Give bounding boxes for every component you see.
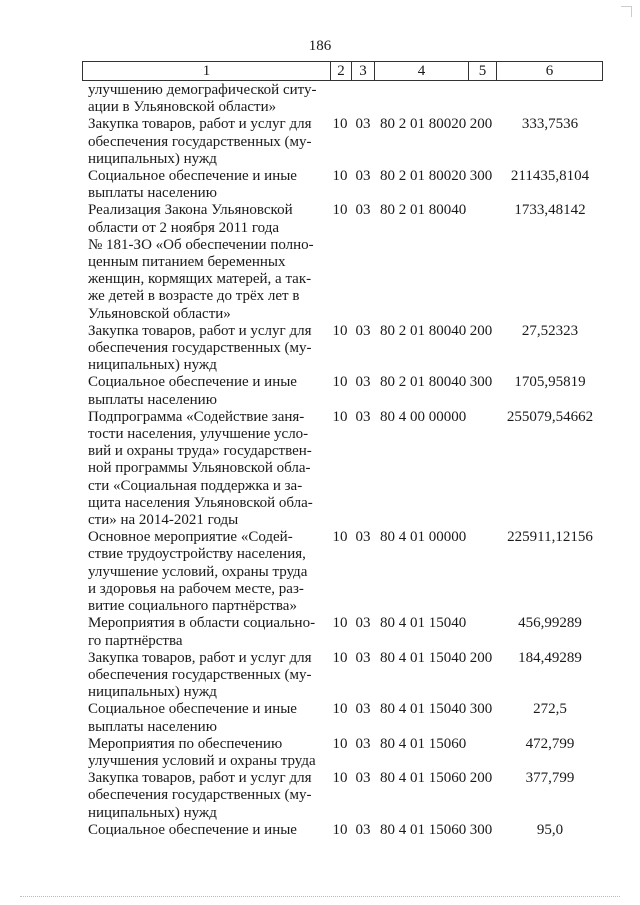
description-line: щита населения Ульяновской обла- [88, 494, 313, 511]
description-line: Социальное обеспечение и иные [88, 374, 297, 391]
amount: 27,52323 [521, 322, 579, 339]
subsection-code: 03 [355, 735, 371, 752]
amount: 456,99289 [518, 615, 582, 632]
expense-type-code: 200 [469, 649, 493, 666]
target-article-code: 80 2 01 80040 [380, 322, 467, 339]
target-article-code: 80 4 00 00000 [380, 408, 467, 425]
amount: 333,7536 [521, 116, 579, 133]
subsection-code: 03 [355, 168, 371, 185]
description-line: ценным питанием беременных [88, 254, 286, 271]
subsection-code: 03 [355, 116, 371, 133]
expense-type-code: 300 [469, 821, 493, 838]
row-description [88, 82, 325, 116]
row-description [88, 202, 325, 322]
target-article-code: 80 2 01 80040 [380, 374, 467, 391]
target-article-code: 80 4 01 15060 [380, 735, 467, 752]
row-description [88, 822, 325, 839]
description-line: выплаты населению [88, 391, 217, 408]
amount: 225911,12156 [507, 529, 593, 546]
subsection-code: 03 [355, 701, 371, 718]
subsection-code: 03 [355, 202, 371, 219]
subsection-code: 03 [355, 649, 371, 666]
table-row [0, 168, 640, 202]
description-line: вий и охраны труда» государствен- [88, 443, 312, 460]
description-line: Социальное обеспечение и иные [88, 701, 297, 718]
description-line: ации в Ульяновской области» [88, 99, 277, 116]
description-line: тости населения, улучшение усло- [88, 426, 309, 443]
description-line: Закупка товаров, работ и услуг для [88, 322, 312, 339]
row-description [88, 770, 325, 822]
subsection-code: 03 [355, 529, 371, 546]
amount: 1705,95819 [514, 374, 586, 391]
table-row [0, 116, 640, 168]
scan-footer-line [20, 896, 620, 897]
section-code: 10 [332, 322, 348, 339]
page-number: 186 [308, 38, 332, 54]
expense-type-code: 300 [469, 168, 493, 185]
row-description [88, 409, 325, 529]
subsection-code: 03 [355, 374, 371, 391]
description-line: ниципальных) нужд [88, 357, 217, 374]
table-row [0, 736, 640, 770]
table-row [0, 82, 640, 116]
target-article-code: 80 4 01 00000 [380, 529, 467, 546]
subsection-code: 03 [355, 821, 371, 838]
amount: 255079,54662 [506, 408, 594, 425]
amount: 472,799 [525, 735, 575, 752]
row-description [88, 116, 325, 168]
section-code: 10 [332, 408, 348, 425]
row-description [88, 374, 325, 408]
description-line: ствие трудоустройству населения, [88, 546, 306, 563]
section-code: 10 [332, 615, 348, 632]
description-line: витие социального партнёрства» [88, 598, 297, 615]
description-line: и здоровья на рабочем месте, раз- [88, 580, 304, 597]
amount: 1733,48142 [514, 202, 586, 219]
section-code: 10 [332, 735, 348, 752]
section-code: 10 [332, 529, 348, 546]
description-line: же детей в возрасте до трёх лет в [88, 288, 300, 305]
target-article-code: 80 4 01 15040 [380, 615, 467, 632]
expense-type-code: 300 [469, 374, 493, 391]
description-line: обеспечения государственных (му- [88, 787, 312, 804]
target-article-code: 80 4 01 15060 [380, 821, 467, 838]
row-description [88, 701, 325, 735]
table-row [0, 650, 640, 702]
description-line: ниципальных) нужд [88, 150, 217, 167]
description-line: Мероприятия по обеспечению [88, 735, 283, 752]
description-line: ной программы Ульяновской обла- [88, 460, 311, 477]
amount: 377,799 [525, 770, 575, 787]
description-line: Закупка товаров, работ и услуг для [88, 649, 312, 666]
description-line: обеспечения государственных (му- [88, 340, 312, 357]
section-code: 10 [332, 821, 348, 838]
table-row [0, 323, 640, 375]
subsection-code: 03 [355, 615, 371, 632]
table-row [0, 701, 640, 735]
section-code: 10 [332, 649, 348, 666]
description-line: № 181-ЗО «Об обеспечении полно- [88, 236, 314, 253]
row-description [88, 736, 325, 770]
expense-type-code: 200 [469, 116, 493, 133]
section-code: 10 [332, 202, 348, 219]
subsection-code: 03 [355, 322, 371, 339]
description-line: сти» на 2014-2021 годы [88, 512, 239, 529]
description-line: Мероприятия в области социально- [88, 615, 316, 632]
table-row [0, 615, 640, 649]
row-description [88, 615, 325, 649]
target-article-code: 80 2 01 80020 [380, 168, 467, 185]
row-description [88, 650, 325, 702]
description-line: женщин, кормящих матерей, а так- [88, 271, 312, 288]
header-col-5: 5 [469, 62, 497, 80]
description-line: Основное мероприятие «Содей- [88, 529, 293, 546]
table-body [0, 82, 640, 839]
expense-type-code: 300 [469, 701, 493, 718]
target-article-code: 80 4 01 15040 [380, 649, 467, 666]
description-line: Закупка товаров, работ и услуг для [88, 116, 312, 133]
description-line: выплаты населению [88, 185, 217, 202]
expense-type-code: 200 [469, 770, 493, 787]
header-col-2: 2 [331, 62, 352, 80]
header-col-4: 4 [375, 62, 469, 80]
target-article-code: 80 4 01 15060 [380, 770, 467, 787]
description-line: ниципальных) нужд [88, 684, 217, 701]
section-code: 10 [332, 168, 348, 185]
table-row [0, 770, 640, 822]
description-line: Реализация Закона Ульяновской [88, 202, 293, 219]
description-line: го партнёрства [88, 632, 183, 649]
subsection-code: 03 [355, 770, 371, 787]
description-line: улучшения условий и охраны труда [88, 752, 316, 769]
table-header [82, 61, 603, 81]
amount: 184,49289 [518, 649, 582, 666]
amount: 211435,8104 [510, 168, 590, 185]
description-line: выплаты населению [88, 718, 217, 735]
description-line: улучшение условий, охраны труда [88, 563, 308, 580]
description-line: обеспечения государственных (му- [88, 133, 312, 150]
header-col-1: 1 [83, 62, 331, 80]
description-line: Социальное обеспечение и иные [88, 821, 297, 838]
table-row [0, 374, 640, 408]
description-line: обеспечения государственных (му- [88, 666, 312, 683]
section-code: 10 [332, 701, 348, 718]
target-article-code: 80 2 01 80040 [380, 202, 467, 219]
amount: 272,5 [533, 701, 567, 718]
table-row [0, 529, 640, 615]
section-code: 10 [332, 374, 348, 391]
description-line: Подпрограмма «Содействие заня- [88, 408, 305, 425]
target-article-code: 80 2 01 80020 [380, 116, 467, 133]
section-code: 10 [332, 116, 348, 133]
description-line: Ульяновской области» [88, 305, 231, 322]
header-col-6: 6 [545, 63, 554, 79]
expense-type-code: 200 [469, 322, 493, 339]
row-description [88, 529, 325, 615]
scan-corner-mark [621, 6, 632, 17]
row-description [88, 323, 325, 375]
description-line: сти «Социальная поддержка и за- [88, 477, 303, 494]
description-line: Социальное обеспечение и иные [88, 168, 297, 185]
section-code: 10 [332, 770, 348, 787]
subsection-code: 03 [355, 408, 371, 425]
table-row [0, 822, 640, 839]
description-line: улучшению демографической ситу- [88, 82, 317, 98]
amount: 95,0 [536, 821, 564, 838]
target-article-code: 80 4 01 15040 [380, 701, 467, 718]
table-row [0, 202, 640, 322]
table-row [0, 409, 640, 529]
description-line: ниципальных) нужд [88, 804, 217, 821]
description-line: Закупка товаров, работ и услуг для [88, 770, 312, 787]
row-description [88, 168, 325, 202]
description-line: области от 2 ноября 2011 года [88, 219, 280, 236]
header-col-3: 3 [352, 62, 375, 80]
